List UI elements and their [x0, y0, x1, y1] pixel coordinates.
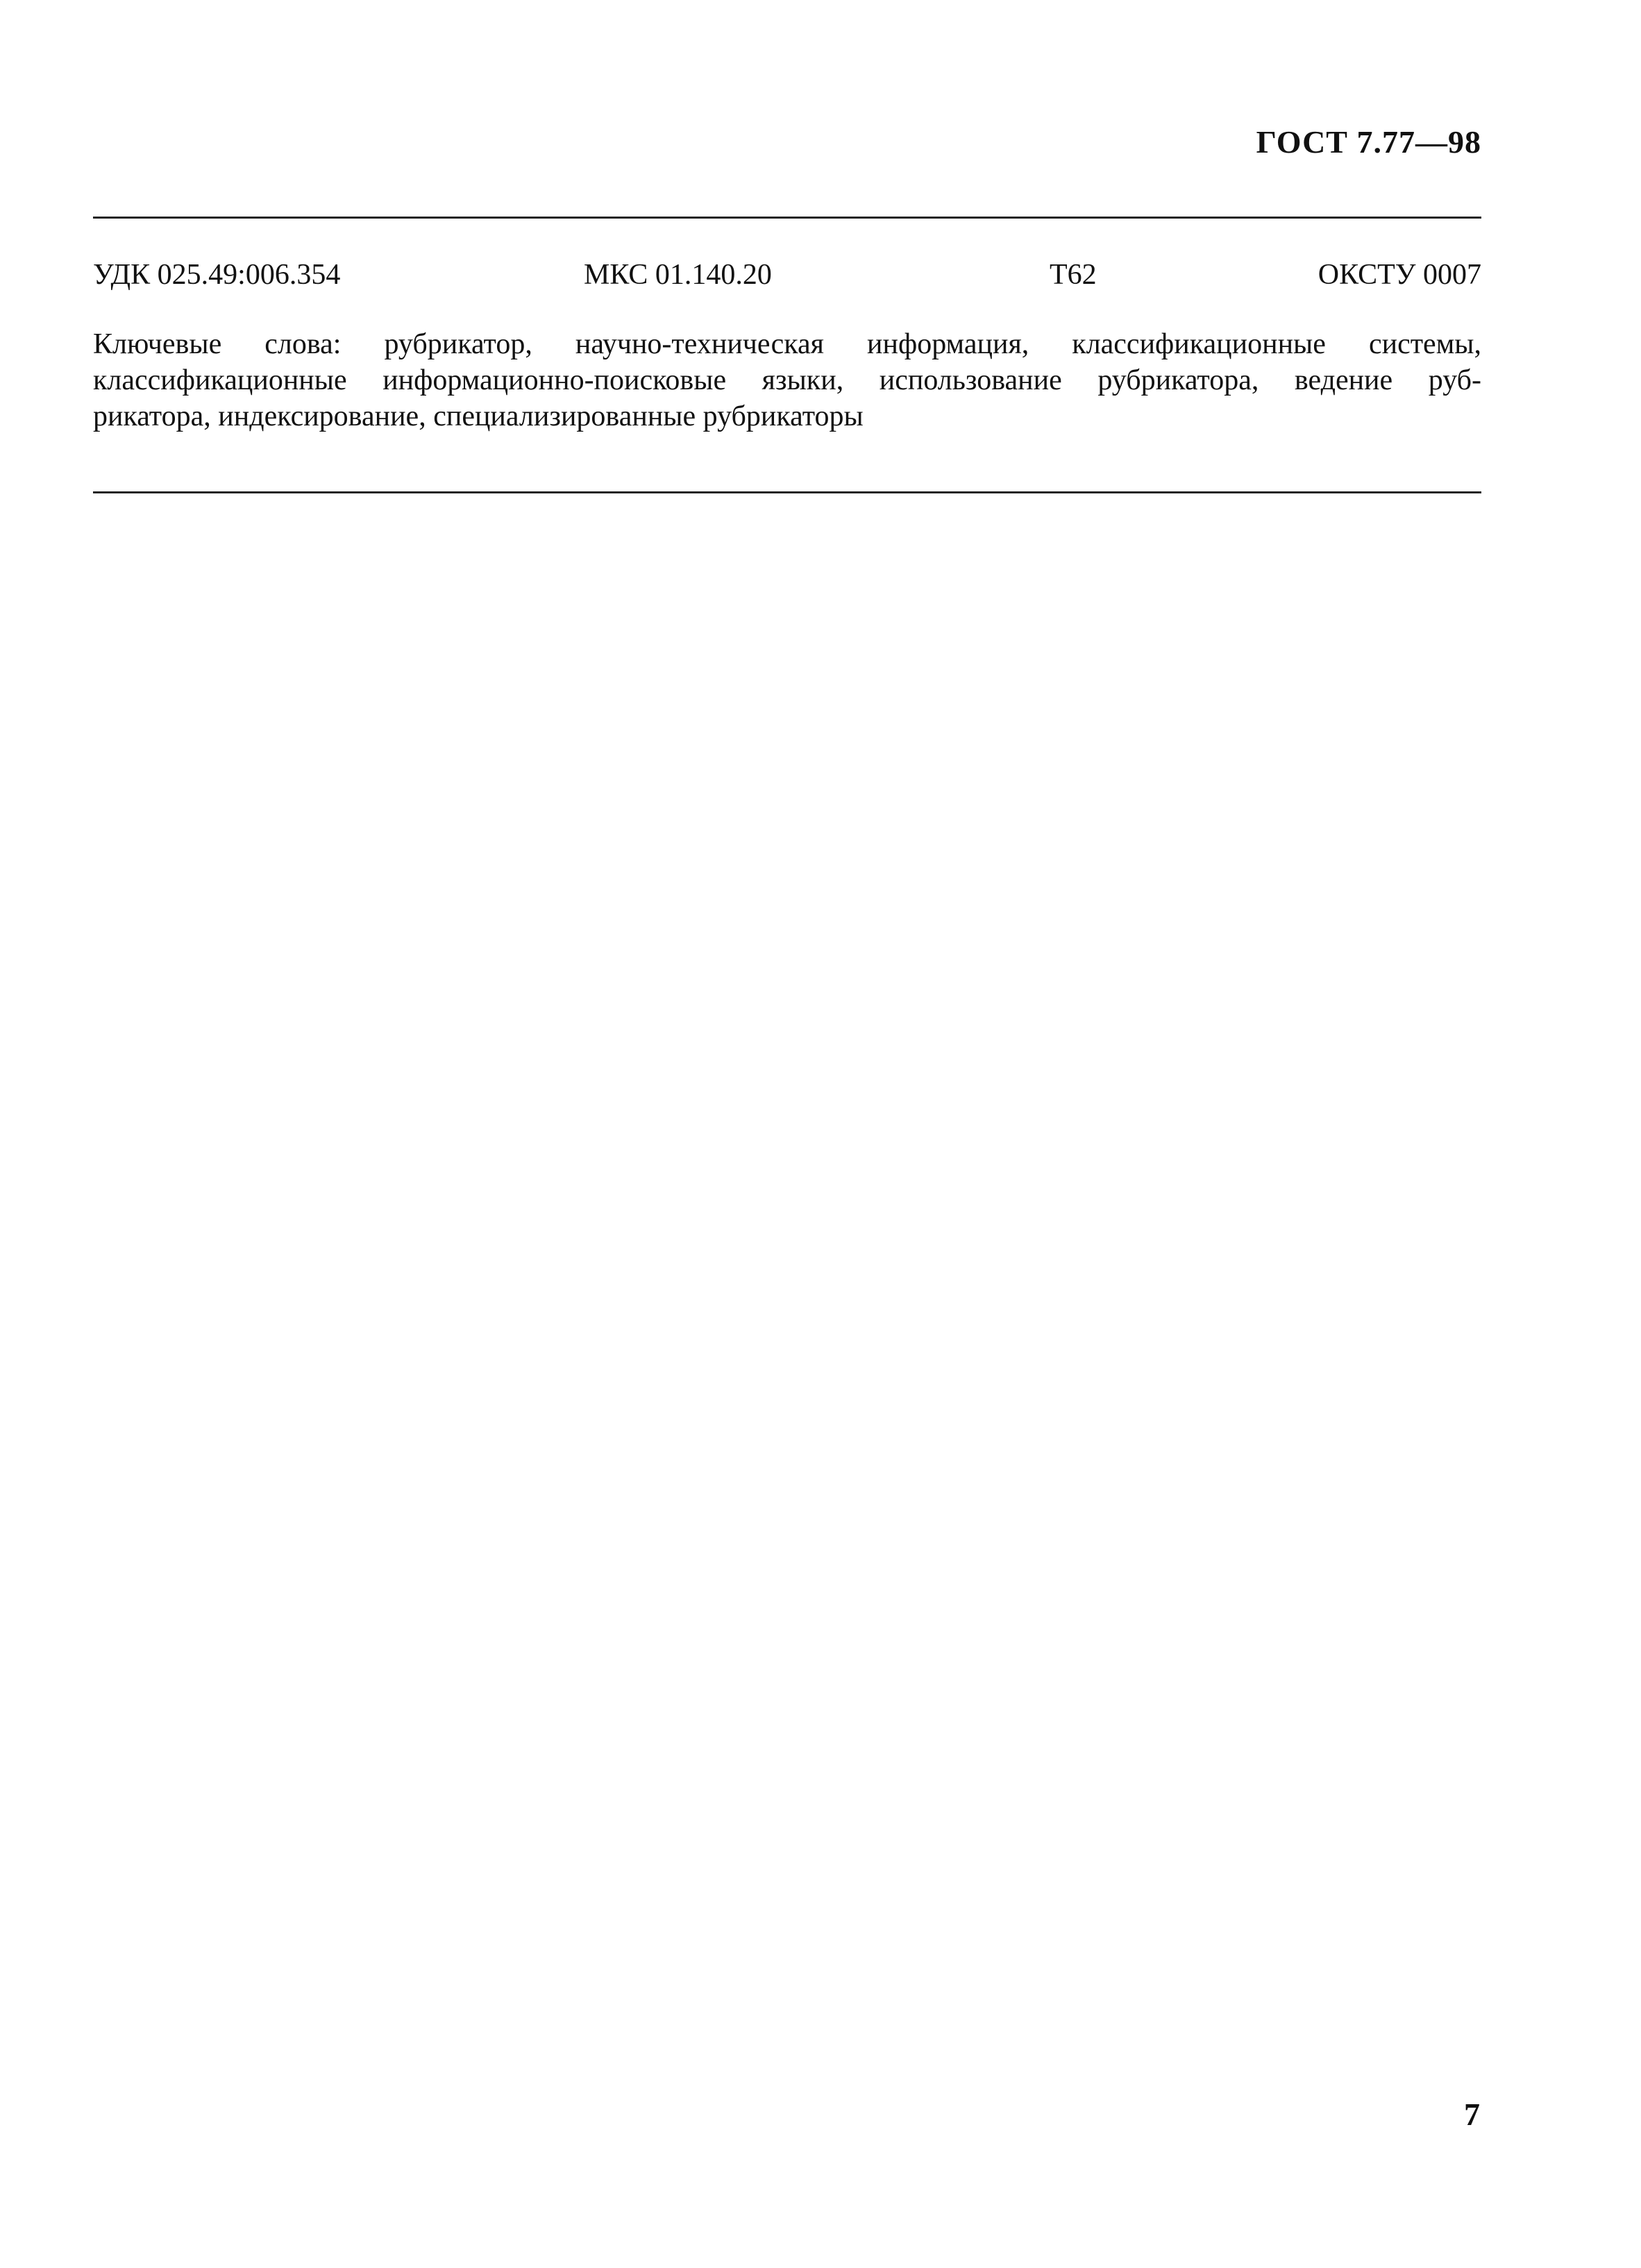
group-code: Т62	[1050, 259, 1097, 291]
bottom-divider	[93, 491, 1481, 493]
top-divider	[93, 217, 1481, 219]
standard-code: ГОСТ 7.77—98	[1256, 124, 1481, 160]
keywords-line: классификационные информационно-поисковые языки, использование рубрикатора, ведение руб-	[93, 364, 1481, 396]
okstu-code: ОКСТУ 0007	[1318, 259, 1481, 291]
keywords-line: Ключевые слова: рубрикатор, научно-техническая информация, классификационные системы,	[93, 328, 1481, 360]
keywords-line: рикатора, индексирование, специализированные рубрикаторы	[93, 400, 864, 432]
udk-code: УДК 025.49:006.354	[93, 259, 341, 291]
mks-code: МКС 01.140.20	[584, 259, 772, 291]
page-number: 7	[1464, 2097, 1480, 2132]
classification-row	[93, 258, 1481, 300]
keywords-paragraph	[93, 326, 1481, 434]
